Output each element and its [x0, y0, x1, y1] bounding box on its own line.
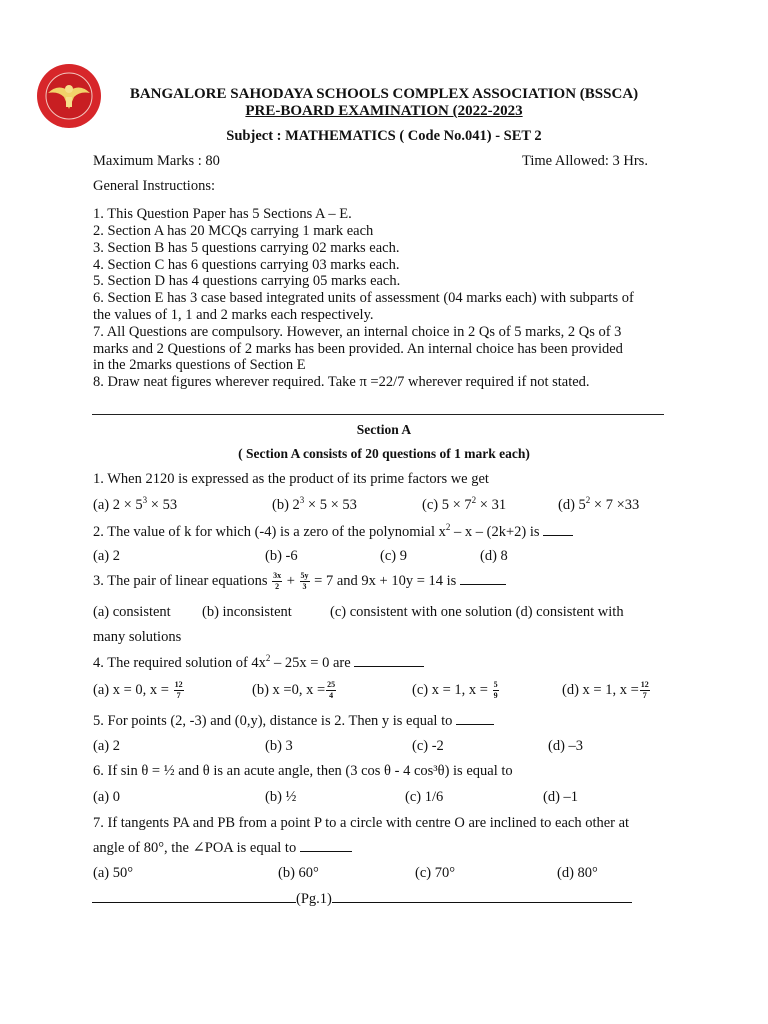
q6-option-a: (a) 0 [93, 789, 120, 805]
q7-option-a: (a) 50° [93, 865, 134, 881]
page-footer [92, 890, 632, 908]
instruction-line: 7. All Questions are compulsory. However, an internal choice in 2 Qs of 5 marks, 2 Qs of 3 [93, 324, 622, 340]
q5-option-b: (b) 3 [265, 738, 293, 754]
instruction-line: 3. Section B has 5 questions carrying 02 marks each. [93, 240, 400, 256]
instruction-line: in the 2marks questions of Section E [93, 357, 306, 373]
q3-option-cd: (c) consistent with one solution (d) consistent with [330, 604, 624, 620]
q5-option-a: (a) 2 [93, 738, 120, 754]
instructions-title: General Instructions: [93, 178, 216, 194]
org-title: BANGALORE SAHODAYA SCHOOLS COMPLEX ASSOCIATION (BSSCA) [129, 86, 639, 102]
q1-option-c: (c) $5 \times 7^2 \times 31$ [422, 495, 507, 513]
instruction-line: 4. Section C has 6 questions carrying 03 marks each. [93, 257, 400, 273]
q1-option-d: (d) $5^2 \times 7 \times 33$ [558, 495, 640, 513]
question-5: 5. For points (2, -3) and (0,y), distance is 2. Then y is equal to [93, 712, 494, 730]
max-marks: Maximum Marks : 80 [93, 153, 220, 169]
exam-title: PRE-BOARD EXAMINATION (2022-2023 [245, 103, 523, 119]
question-3: 3. The pair of linear equations $\frac{3x}{2}$ + $\frac{5y}{3}$ = 7 and 9x + 10y = 14 is [93, 571, 506, 592]
q7-option-c: (c) 70° [415, 865, 456, 881]
q5-option-d: (d) –3 [548, 738, 584, 754]
q5-option-c: (c) -2 [412, 738, 444, 754]
divider-line [92, 414, 664, 415]
q4-option-a: (a) x = 0, x = $\frac{12}{7}$ [93, 680, 183, 700]
q7-option-d: (d) 80° [557, 865, 598, 881]
page-number: (Pg.1) [296, 891, 332, 907]
q2-option-d: (d) 8 [480, 548, 508, 564]
q1-option-a: (a) $2 \times 5^3 \times 53$ [93, 495, 178, 513]
q6-option-b: (b) ½ [265, 789, 297, 805]
instruction-line: the values of 1, 1 and 2 marks each respectively. [93, 307, 374, 323]
q3-option-a: (a) consistent [93, 604, 171, 620]
q2-option-a: (a) 2 [93, 548, 120, 564]
q3-option-continued: many solutions [93, 629, 182, 645]
q7-option-b: (b) 60° [278, 865, 319, 881]
instruction-line: 8. Draw neat figures wherever required. Take π =22/7 wherever required if not stated. [93, 374, 590, 390]
q4-option-d: (d) x = 1, x = $\frac{12}{7}$ [562, 680, 649, 700]
question-7-line-2: angle of 80°, the ∠POA is equal to [93, 839, 352, 857]
q2-option-b: (b) -6 [265, 548, 298, 564]
time-allowed: Time Allowed: 3 Hrs. [522, 153, 648, 169]
q2-option-c: (c) 9 [380, 548, 407, 564]
question-1: 1. When 2120 is expressed as the product of its prime factors we get [93, 471, 489, 487]
instruction-line: 2. Section A has 20 MCQs carrying 1 mark each [93, 223, 374, 239]
question-2: 2. The value of k for which (-4) is a zero of the polynomial $x^2 - x - (2k+2)$ is [93, 523, 573, 541]
q6-option-d: (d) –1 [543, 789, 579, 805]
instruction-line: marks and 2 Questions of 2 marks has been provided. An internal choice has been provided [93, 341, 623, 357]
q4-option-c: (c) x = 1, x = $\frac{5}{9}$ [412, 680, 498, 700]
instruction-line: 6. Section E has 3 case based integrated units of assessment (04 marks each) with subparts of [93, 290, 634, 306]
q1-option-b: (b) $2^3 \times 5 \times 53$ [272, 495, 357, 513]
section-title: Section A [356, 422, 412, 437]
question-6: 6. If sin θ = ½ and θ is an acute angle, then (3 cos θ - 4 cos³θ) is equal to [93, 763, 513, 779]
section-subtitle: ( Section A consists of 20 questions of 1 mark each) [238, 446, 530, 461]
question-7-line-1: 7. If tangents PA and PB from a point P to a circle with centre O are inclined to each other at [93, 815, 630, 831]
subject-line: Subject : MATHEMATICS ( Code No.041) - SET 2 [226, 128, 542, 144]
question-4: 4. The required solution of $4x^2 - 25x = 0$ are [93, 654, 424, 672]
q3-option-b: (b) inconsistent [202, 604, 292, 620]
instruction-line: 5. Section D has 4 questions carrying 05 marks each. [93, 273, 401, 289]
q4-option-b: (b) x =0, x = $\frac{25}{4}$ [252, 680, 336, 700]
q6-option-c: (c) 1/6 [405, 789, 444, 805]
instruction-line: 1. This Question Paper has 5 Sections A – E. [93, 206, 352, 222]
